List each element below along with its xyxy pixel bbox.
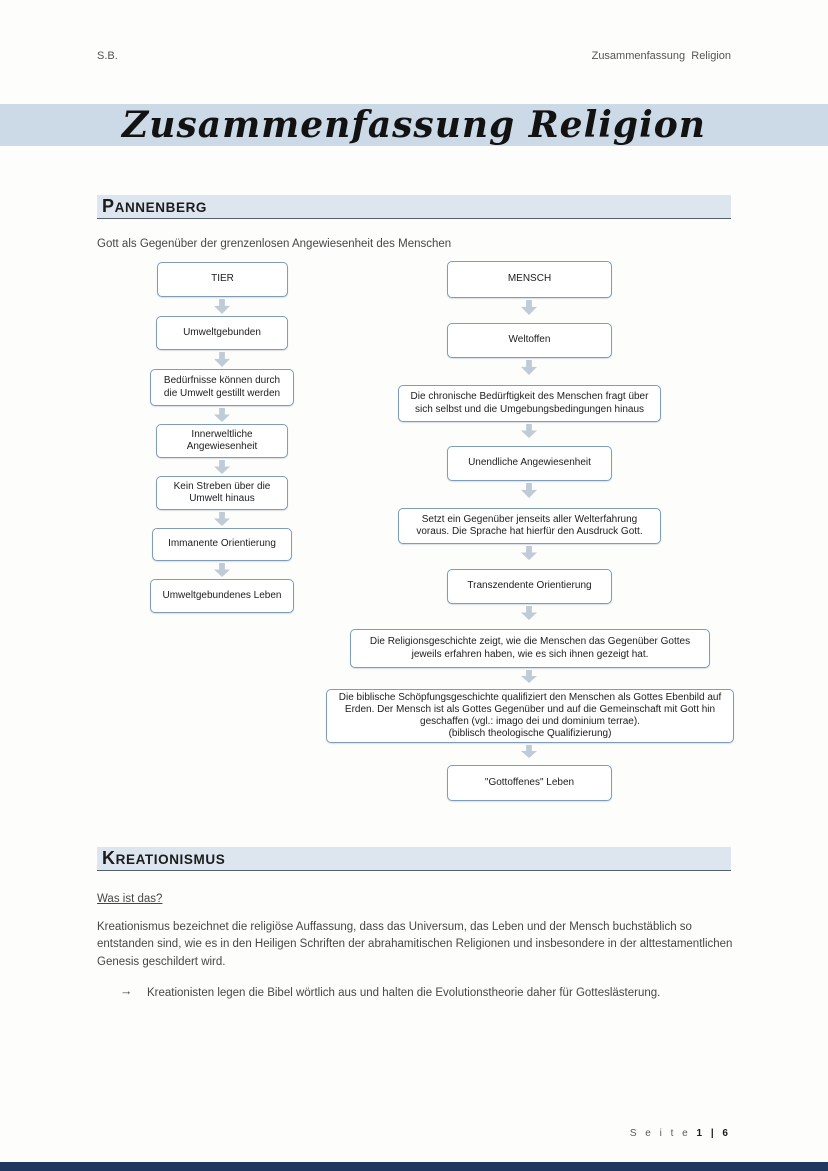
flow-box-gottoffenes-leben: "Gottoffenes" Leben: [447, 765, 612, 801]
section-bar-pannenberg: [97, 195, 731, 219]
arrow-down-icon: [521, 546, 537, 560]
section-heading-pannenberg: PANNENBERG: [102, 196, 208, 216]
arrow-down-icon: [521, 606, 537, 620]
flow-box-umweltgebundenes-leben: Umweltgebundenes Leben: [150, 579, 294, 613]
flow-box-kein-streben: Kein Streben über die Umwelt hinaus: [156, 476, 288, 510]
flow-box-mensch: MENSCH: [447, 261, 612, 298]
footer: [630, 1128, 731, 1139]
arrow-down-icon: [521, 300, 537, 315]
footer-page-number: 1 | 6: [696, 1128, 731, 1139]
arrow-down-icon: [521, 745, 537, 758]
arrow-down-icon: [214, 460, 230, 474]
flow-box-innerweltlich: Innerweltliche Angewiesenheit: [156, 424, 288, 458]
arrow-down-icon: [521, 670, 537, 683]
arrow-down-icon: [214, 512, 230, 526]
arrow-down-icon: [521, 360, 537, 375]
flow-box-unendliche-angewiesenheit: Unendliche Angewiesenheit: [447, 446, 612, 481]
flow-box-transzendent: Transzendente Orientierung: [447, 569, 612, 604]
section-bar-kreationismus: [97, 847, 731, 871]
kreationismus-paragraph: Kreationismus bezeichnet die religiöse Auffassung, dass das Universum, das Leben und der Mensch buchstäblich so entstanden sind, wie es in den Heiligen Schriften der abrahamitischen Religionen und insbesondere in der alttestamentlichen Genesis geschildert wird.: [97, 921, 733, 968]
flow-box-umweltgebunden: Umweltgebunden: [156, 316, 288, 350]
kreationismus-bullet: Kreationisten legen die Bibel wörtlich aus und halten die Evolutionstheorie daher für Gotteslästerung.: [147, 987, 661, 999]
flow-box-chronische-beduerftigkeit: Die chronische Bedürftigkeit des Menschen fragt über sich selbst und die Umgebungsbedingungen hinaus: [398, 385, 661, 422]
arrow-down-icon: [214, 408, 230, 422]
arrow-down-icon: [521, 424, 537, 438]
section-heading-kreationismus: KREATIONISMUS: [102, 848, 226, 868]
flow-box-tier: TIER: [157, 262, 288, 297]
bottom-bar: [0, 1162, 828, 1171]
page-title: Zusammenfassung Religion: [122, 104, 706, 146]
title-banner: [0, 104, 828, 146]
footer-seite-label: S e i t e: [629, 1128, 691, 1139]
pannenberg-intro: Gott als Gegenüber der grenzenlosen Angewiesenheit des Menschen: [97, 238, 452, 250]
arrow-down-icon: [214, 352, 230, 367]
header-author: S.B.: [97, 50, 118, 62]
subheading-was-ist-das: Was ist das?: [97, 893, 163, 905]
flow-box-religionsgeschichte: Die Religionsgeschichte zeigt, wie die Menschen das Gegenüber Gottes jeweils erfahren haben, wie es sich ihnen gezeigt hat.: [350, 629, 710, 668]
arrow-down-icon: [214, 563, 230, 577]
schoepfung-subtext: (biblisch theologische Qualifizierung): [448, 728, 612, 740]
header-doc-title: Zusammenfassung Religion: [591, 50, 731, 62]
flow-box-gegenueber-gott: Setzt ein Gegenüber jenseits aller Welterfahrung voraus. Die Sprache hat hierfür den Ausdruck Gott.: [398, 508, 661, 544]
arrow-down-icon: [521, 483, 537, 498]
schoepfung-text: Die biblische Schöpfungsgeschichte qualifiziert den Menschen als Gottes Ebenbild auf Erden. Der Mensch ist als Gottes Gegenüber und auf die Gemeinschaft mit Gott hin geschaffen (vgl.: imago dei und dominium terrae).: [338, 691, 722, 727]
flow-box-immanent: Immanente Orientierung: [152, 528, 292, 561]
flow-box-beduerfnisse: Bedürfnisse können durch die Umwelt gestillt werden: [150, 369, 294, 406]
bullet-arrow-icon: →: [120, 984, 133, 998]
arrow-down-icon: [214, 299, 230, 314]
flow-box-schoepfungsgeschichte: [326, 689, 734, 743]
flow-box-weltoffen: Weltoffen: [447, 323, 612, 358]
